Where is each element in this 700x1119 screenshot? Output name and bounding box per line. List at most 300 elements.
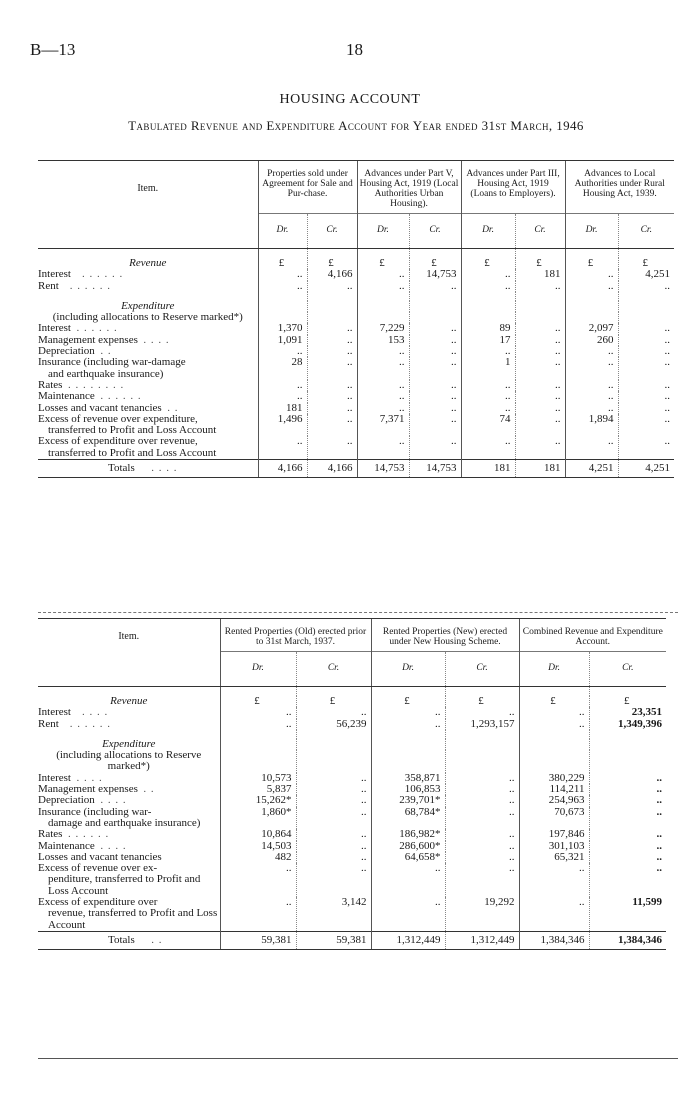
item-column-header: Item. xyxy=(38,619,220,652)
table-row xyxy=(38,414,674,437)
expenditure-caption: (including allocations to Reserve marked*) xyxy=(56,750,202,773)
row-label xyxy=(38,380,258,391)
value-cell: 59,381 xyxy=(220,931,296,949)
cr-header: Cr. xyxy=(296,652,371,687)
currency-symbol: £ xyxy=(519,696,589,707)
row-label-text: Interest xyxy=(38,323,71,335)
group-header: Advances under Part III, Housing Act, 1919 (Loans to Employers). xyxy=(461,161,565,214)
value-cell: .. xyxy=(461,391,515,402)
leader-dots: . . . . . . xyxy=(69,280,112,292)
dr-cr-header-row xyxy=(38,652,666,687)
value-cell: 197,846 xyxy=(519,829,589,840)
row-label xyxy=(38,773,220,784)
value-cell: .. xyxy=(618,335,674,346)
value-cell: .. xyxy=(515,335,565,346)
group-header: Rented Properties (New) erected under New Housing Scheme. xyxy=(371,619,519,652)
revenue-section-label: Revenue xyxy=(129,258,167,269)
row-label-continuation: revenue, transferred to Profit and Loss Account xyxy=(48,907,218,931)
value-cell: .. xyxy=(445,863,519,897)
value-cell: 64,658* xyxy=(371,852,445,863)
table-row xyxy=(38,403,674,414)
value-cell: 181 xyxy=(258,403,307,414)
value-cell: .. xyxy=(445,784,519,795)
value-cell: 19,292 xyxy=(445,897,519,931)
value-cell: 1,496 xyxy=(258,414,307,437)
value-cell: 301,103 xyxy=(519,841,589,852)
currency-symbol: £ xyxy=(445,696,519,707)
value-cell: 23,351 xyxy=(589,707,666,718)
value-cell: 14,503 xyxy=(220,841,296,852)
value-cell: 74 xyxy=(461,414,515,437)
table-row xyxy=(38,863,666,897)
value-cell: .. xyxy=(515,380,565,391)
dr-header: Dr. xyxy=(258,214,307,249)
value-cell: 4,251 xyxy=(618,460,674,478)
row-label xyxy=(38,807,220,830)
value-cell: .. xyxy=(461,269,515,280)
row-label-text: Interest xyxy=(38,772,71,784)
value-cell: 4,166 xyxy=(307,269,357,280)
row-label-text: Management expenses xyxy=(38,334,138,346)
dr-header: Dr. xyxy=(565,214,618,249)
row-label-text: Depreciation xyxy=(38,795,95,807)
item-column-header: Item. xyxy=(38,161,258,214)
value-cell: 3,142 xyxy=(296,897,371,931)
row-label xyxy=(38,719,220,730)
totals-label xyxy=(38,460,258,478)
table-row xyxy=(38,719,666,730)
value-cell: .. xyxy=(296,784,371,795)
value-cell: .. xyxy=(357,281,409,292)
value-cell: 11,599 xyxy=(589,897,666,931)
page-subtitle: Tabulated Revenue and Expenditure Account for Year ended 31st March, 1946 xyxy=(128,118,584,133)
value-cell: 28 xyxy=(258,357,307,380)
value-cell: 181 xyxy=(515,460,565,478)
table-row xyxy=(38,269,674,280)
value-cell: .. xyxy=(258,281,307,292)
value-cell: .. xyxy=(461,380,515,391)
row-label-text: Insurance (including war- xyxy=(38,806,152,818)
value-cell: .. xyxy=(357,346,409,357)
value-cell: .. xyxy=(515,281,565,292)
row-label xyxy=(38,357,258,380)
value-cell: 1,370 xyxy=(258,323,307,334)
value-cell: 89 xyxy=(461,323,515,334)
row-label xyxy=(38,852,220,863)
dr-header: Dr. xyxy=(519,652,589,687)
row-label-continuation: and earthquake insurance) xyxy=(48,367,164,380)
value-cell: .. xyxy=(371,897,445,931)
value-cell: 153 xyxy=(357,335,409,346)
row-label-text: Rent xyxy=(38,280,59,292)
currency-symbol: £ xyxy=(618,258,674,269)
value-cell: .. xyxy=(258,436,307,459)
value-cell: .. xyxy=(519,719,589,730)
value-cell: .. xyxy=(519,897,589,931)
value-cell: .. xyxy=(296,795,371,806)
value-cell: .. xyxy=(220,707,296,718)
value-cell: .. xyxy=(445,773,519,784)
value-cell: 181 xyxy=(515,269,565,280)
leader-dots: . . xyxy=(100,346,112,358)
value-cell: .. xyxy=(409,323,461,334)
row-label-text: Interest xyxy=(38,707,71,719)
row-label-continuation: transferred to Profit and Loss Account xyxy=(48,446,217,459)
row-label-continuation: damage and earthquake insurance) xyxy=(48,816,201,829)
value-cell: 7,229 xyxy=(357,323,409,334)
value-cell: .. xyxy=(461,281,515,292)
row-label-text: Excess of expenditure over revenue, xyxy=(38,436,198,448)
value-cell: .. xyxy=(307,380,357,391)
leader-dots: . . . . xyxy=(81,707,109,719)
value-cell: .. xyxy=(371,863,445,897)
value-cell: 15,262* xyxy=(220,795,296,806)
value-cell: 14,753 xyxy=(409,269,461,280)
value-cell: .. xyxy=(515,414,565,437)
value-cell: 10,573 xyxy=(220,773,296,784)
row-label xyxy=(38,829,220,840)
value-cell: .. xyxy=(258,346,307,357)
cr-header: Cr. xyxy=(307,214,357,249)
currency-symbol: £ xyxy=(409,258,461,269)
currency-symbol: £ xyxy=(565,258,618,269)
value-cell: .. xyxy=(515,391,565,402)
row-label xyxy=(38,436,258,459)
table-row xyxy=(38,335,674,346)
value-cell: .. xyxy=(589,852,666,863)
value-cell: 10,864 xyxy=(220,829,296,840)
row-label xyxy=(38,391,258,402)
value-cell: .. xyxy=(565,269,618,280)
row-label-text: Depreciation xyxy=(38,346,95,358)
value-cell: .. xyxy=(589,863,666,897)
section-divider xyxy=(38,612,678,613)
value-cell: .. xyxy=(565,380,618,391)
row-label xyxy=(38,323,258,334)
value-cell: 1,349,396 xyxy=(589,719,666,730)
value-cell: 482 xyxy=(220,852,296,863)
value-cell: .. xyxy=(565,281,618,292)
row-label xyxy=(38,414,258,437)
row-label-text: Maintenance xyxy=(38,840,95,852)
value-cell: .. xyxy=(618,323,674,334)
value-cell: .. xyxy=(445,807,519,830)
value-cell: .. xyxy=(307,357,357,380)
value-cell: .. xyxy=(519,863,589,897)
table-row xyxy=(38,773,666,784)
leader-dots: . . . . . . xyxy=(81,269,124,281)
value-cell: 260 xyxy=(565,335,618,346)
dr-header: Dr. xyxy=(461,214,515,249)
dr-header: Dr. xyxy=(357,214,409,249)
value-cell: .. xyxy=(461,346,515,357)
leader-dots: . . . . xyxy=(100,840,127,852)
currency-symbol: £ xyxy=(258,258,307,269)
leader-dots: . . xyxy=(167,402,179,414)
value-cell: .. xyxy=(515,323,565,334)
group-header: Combined Revenue and Expenditure Account. xyxy=(519,619,666,652)
table-row xyxy=(38,897,666,931)
value-cell: .. xyxy=(307,403,357,414)
row-label xyxy=(38,784,220,795)
value-cell: 286,600* xyxy=(371,841,445,852)
value-cell: .. xyxy=(445,841,519,852)
value-cell: 1,293,157 xyxy=(445,719,519,730)
value-cell: .. xyxy=(357,357,409,380)
revenue-section-label: Revenue xyxy=(110,696,148,707)
value-cell: 4,251 xyxy=(565,460,618,478)
cr-header: Cr. xyxy=(515,214,565,249)
value-cell: 114,211 xyxy=(519,784,589,795)
value-cell: .. xyxy=(461,403,515,414)
row-label-continuation: transferred to Profit and Loss Account xyxy=(48,424,217,437)
leader-dots: . . xyxy=(151,933,163,946)
value-cell: .. xyxy=(519,707,589,718)
value-cell: .. xyxy=(589,829,666,840)
value-cell: .. xyxy=(589,795,666,806)
table-row xyxy=(38,852,666,863)
value-cell: 17 xyxy=(461,335,515,346)
value-cell: .. xyxy=(515,436,565,459)
value-cell: 106,853 xyxy=(371,784,445,795)
value-cell: 68,784* xyxy=(371,807,445,830)
value-cell: 1,384,346 xyxy=(519,931,589,949)
value-cell: .. xyxy=(618,281,674,292)
currency-symbol: £ xyxy=(307,258,357,269)
group-header: Advances to Local Authorities under Rural Housing Act, 1939. xyxy=(565,161,674,214)
value-cell: 4,166 xyxy=(307,460,357,478)
value-cell: .. xyxy=(296,863,371,897)
value-cell: .. xyxy=(445,795,519,806)
table-row xyxy=(38,281,674,292)
row-label-continuation: penditure, transferred to Profit and Loss Account xyxy=(48,873,201,897)
cr-header: Cr. xyxy=(409,214,461,249)
value-cell: .. xyxy=(618,346,674,357)
row-label xyxy=(38,841,220,852)
currency-symbol: £ xyxy=(371,696,445,707)
totals-row xyxy=(38,460,674,478)
value-cell: .. xyxy=(409,346,461,357)
leader-dots: . . . . . . xyxy=(67,829,110,841)
row-label-text: Losses and vacant tenancies xyxy=(38,402,162,414)
value-cell: .. xyxy=(220,863,296,897)
row-label xyxy=(38,403,258,414)
row-label-text: Insurance (including war-damage xyxy=(38,357,186,369)
row-label-text: Rent xyxy=(38,718,59,730)
value-cell: 1,384,346 xyxy=(589,931,666,949)
totals-label-text: Totals xyxy=(108,933,135,946)
leader-dots: . . . . xyxy=(143,334,170,346)
expenditure-section-label: Expenditure xyxy=(102,738,156,750)
value-cell: .. xyxy=(357,403,409,414)
row-label xyxy=(38,795,220,806)
currency-symbol: £ xyxy=(589,696,666,707)
value-cell: .. xyxy=(515,346,565,357)
value-cell: .. xyxy=(445,707,519,718)
value-cell: 7,371 xyxy=(357,414,409,437)
value-cell: 59,381 xyxy=(296,931,371,949)
value-cell: .. xyxy=(371,707,445,718)
leader-dots: . . xyxy=(143,784,155,796)
row-label xyxy=(38,346,258,357)
document-reference: B—13 xyxy=(30,40,76,59)
page-title: HOUSING ACCOUNT xyxy=(279,92,421,107)
totals-label-text: Totals xyxy=(108,462,135,475)
value-cell: 1,312,449 xyxy=(445,931,519,949)
cr-header: Cr. xyxy=(618,214,674,249)
value-cell: .. xyxy=(461,436,515,459)
totals-row xyxy=(38,931,666,949)
value-cell: .. xyxy=(307,281,357,292)
cr-header: Cr. xyxy=(445,652,519,687)
currency-symbol: £ xyxy=(357,258,409,269)
value-cell: 4,251 xyxy=(618,269,674,280)
value-cell: .. xyxy=(515,403,565,414)
row-label xyxy=(38,269,258,280)
table-row xyxy=(38,323,674,334)
value-cell: .. xyxy=(296,829,371,840)
value-cell: .. xyxy=(307,391,357,402)
currency-symbol: £ xyxy=(515,258,565,269)
value-cell: .. xyxy=(565,436,618,459)
value-cell: .. xyxy=(357,269,409,280)
value-cell: .. xyxy=(445,852,519,863)
value-cell: .. xyxy=(618,357,674,380)
value-cell: .. xyxy=(618,380,674,391)
value-cell: 14,753 xyxy=(357,460,409,478)
value-cell: .. xyxy=(409,380,461,391)
leader-dots: . . . . xyxy=(151,462,178,475)
row-label xyxy=(38,335,258,346)
value-cell: .. xyxy=(409,436,461,459)
expenditure-caption: (including allocations to Reserve marked*) xyxy=(52,312,243,324)
currency-symbol: £ xyxy=(296,696,371,707)
value-cell: .. xyxy=(296,707,371,718)
leader-dots: . . . . xyxy=(76,772,103,784)
value-cell: 380,229 xyxy=(519,773,589,784)
value-cell: .. xyxy=(409,335,461,346)
row-label-text: Rates xyxy=(38,379,63,391)
row-label-text: Interest xyxy=(38,269,71,281)
dr-header: Dr. xyxy=(220,652,296,687)
table-row xyxy=(38,357,674,380)
value-cell: .. xyxy=(357,380,409,391)
row-label xyxy=(38,707,220,718)
page-number: 18 xyxy=(346,40,363,59)
value-cell: .. xyxy=(296,852,371,863)
value-cell: .. xyxy=(307,414,357,437)
row-label xyxy=(38,863,220,897)
row-label-text: Excess of revenue over ex- xyxy=(38,863,158,875)
group-header: Properties sold under Agreement for Sale and Pur-chase. xyxy=(258,161,357,214)
value-cell: .. xyxy=(618,436,674,459)
value-cell: .. xyxy=(296,807,371,830)
dr-header: Dr. xyxy=(371,652,445,687)
value-cell: .. xyxy=(589,841,666,852)
value-cell: .. xyxy=(357,436,409,459)
table-row xyxy=(38,829,666,840)
value-cell: .. xyxy=(515,357,565,380)
totals-label xyxy=(38,931,220,949)
value-cell: 239,701* xyxy=(371,795,445,806)
value-cell: .. xyxy=(565,357,618,380)
value-cell: 4,166 xyxy=(258,460,307,478)
group-header: Advances under Part V, Housing Act, 1919 (Local Authorities Urban Housing). xyxy=(357,161,461,214)
value-cell: .. xyxy=(307,323,357,334)
value-cell: 2,097 xyxy=(565,323,618,334)
value-cell: .. xyxy=(220,897,296,931)
value-cell: 1,894 xyxy=(565,414,618,437)
bottom-rule xyxy=(38,1058,678,1059)
page-header xyxy=(30,40,670,62)
value-cell: .. xyxy=(296,841,371,852)
cr-header: Cr. xyxy=(589,652,666,687)
table-row xyxy=(38,807,666,830)
housing-account-table-2 xyxy=(38,618,666,950)
table-row xyxy=(38,391,674,402)
value-cell: 70,673 xyxy=(519,807,589,830)
value-cell: .. xyxy=(589,807,666,830)
row-label-text: Excess of expenditure over xyxy=(38,897,158,909)
value-cell: .. xyxy=(589,773,666,784)
value-cell: .. xyxy=(357,391,409,402)
leader-dots: . . . . . . . . xyxy=(67,379,125,391)
blank-header-cell xyxy=(38,652,220,687)
value-cell: .. xyxy=(371,719,445,730)
value-cell: .. xyxy=(258,380,307,391)
value-cell: 65,321 xyxy=(519,852,589,863)
table-row xyxy=(38,707,666,718)
expenditure-section-label: Expenditure xyxy=(121,300,175,312)
table-row xyxy=(38,436,674,459)
value-cell: 1,091 xyxy=(258,335,307,346)
value-cell: 186,982* xyxy=(371,829,445,840)
value-cell: .. xyxy=(258,391,307,402)
row-label-text: Rates xyxy=(38,829,63,841)
value-cell: .. xyxy=(409,357,461,380)
table-row xyxy=(38,380,674,391)
leader-dots: . . . . xyxy=(100,795,127,807)
leader-dots: . . . . . . xyxy=(69,718,112,730)
row-label xyxy=(38,897,220,931)
value-cell: 5,837 xyxy=(220,784,296,795)
value-cell: .. xyxy=(445,829,519,840)
row-label-text: Maintenance xyxy=(38,391,95,403)
value-cell: 1,860* xyxy=(220,807,296,830)
value-cell: 254,963 xyxy=(519,795,589,806)
value-cell: .. xyxy=(409,403,461,414)
value-cell: 14,753 xyxy=(409,460,461,478)
table-row xyxy=(38,841,666,852)
dr-cr-header-row xyxy=(38,214,674,249)
value-cell: .. xyxy=(307,335,357,346)
group-header: Rented Properties (Old) erected prior to 31st March, 1937. xyxy=(220,619,371,652)
value-cell: .. xyxy=(409,391,461,402)
value-cell: .. xyxy=(307,346,357,357)
blank-header-cell xyxy=(38,214,258,249)
table-row xyxy=(38,346,674,357)
leader-dots: . . . . . . xyxy=(100,391,142,403)
row-label xyxy=(38,281,258,292)
value-cell: .. xyxy=(565,346,618,357)
value-cell: .. xyxy=(296,773,371,784)
table-row xyxy=(38,795,666,806)
table-row xyxy=(38,784,666,795)
value-cell: 1,312,449 xyxy=(371,931,445,949)
value-cell: .. xyxy=(409,414,461,437)
housing-account-table-1 xyxy=(38,160,674,478)
row-label-text: Excess of revenue over expenditure, xyxy=(38,413,198,425)
